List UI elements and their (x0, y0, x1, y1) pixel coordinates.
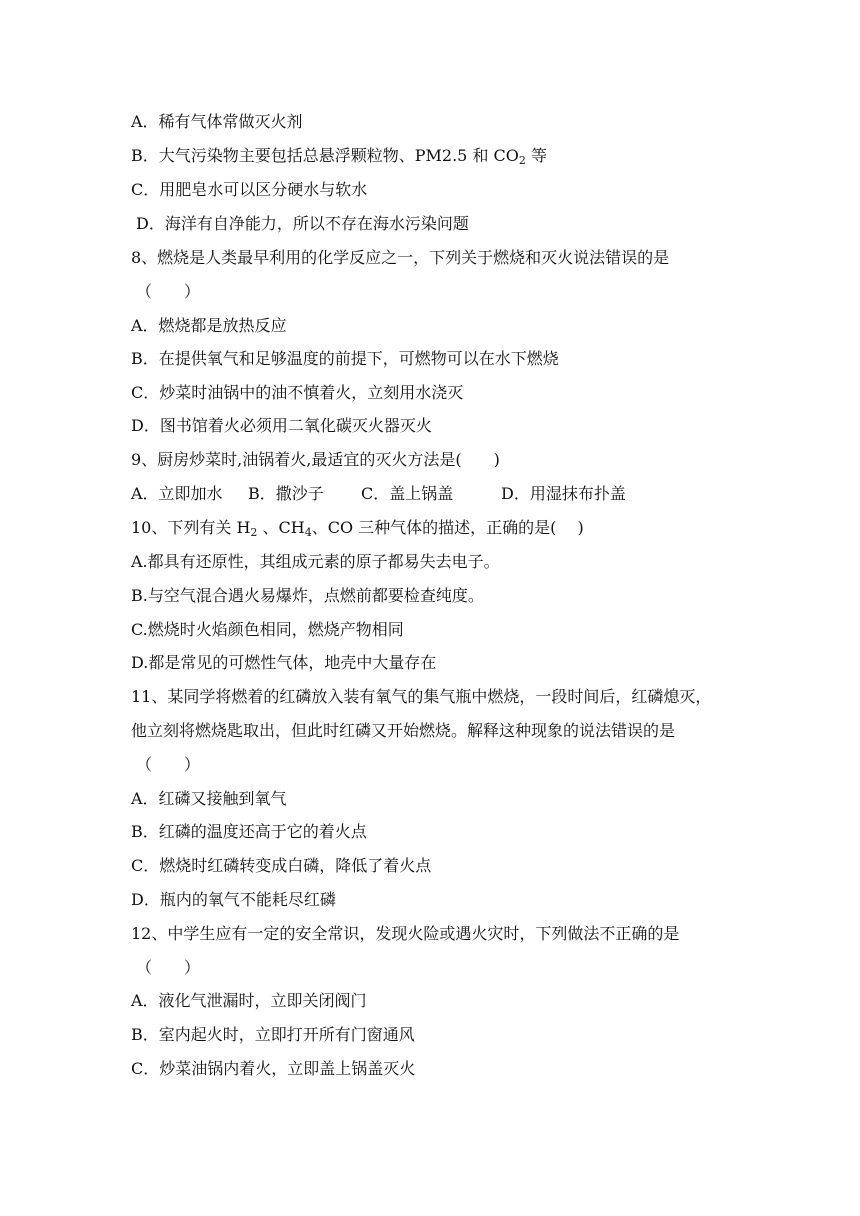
q8-option-b: B．在提供氧气和足够温度的前提下，可燃物可以在水下燃烧 (131, 349, 559, 368)
q7-option-c: C．用肥皂水可以区分硬水与软水 (131, 180, 368, 199)
q8-answer-blank: （ ） (136, 282, 201, 301)
q9-option-c: C．盖上锅盖 (361, 484, 454, 503)
q10-option-b: B.与空气混合遇火易爆炸，点燃前都要检查纯度。 (131, 586, 484, 605)
q9-option-b: B．撒沙子 (248, 484, 324, 503)
q11-option-d: D．瓶内的氧气不能耗尽红磷 (131, 890, 336, 909)
q8-option-d: D．图书馆着火必须用二氧化碳灭火器灭火 (131, 416, 432, 435)
q9-options (131, 484, 626, 504)
q10-stem-part2: 、CH (257, 518, 305, 537)
q10-stem (131, 518, 584, 538)
q11-stem-line2: 他立刻将燃烧匙取出，但此时红磷又开始燃烧。解释这种现象的说法错误的是 (131, 721, 676, 740)
q12-option-a: A．液化气泄漏时，立即关闭阀门 (131, 991, 367, 1010)
q12-stem: 12、中学生应有一定的安全常识，发现火险或遇火灾时，下列做法不正确的是 (131, 924, 680, 943)
q7-option-b-text: B．大气污染物主要包括总悬浮颗粒物、PM2.5 和 CO (131, 146, 519, 165)
q11-option-a: A．红磷又接触到氧气 (131, 789, 287, 808)
q7-option-b-tail: 等 (525, 146, 547, 165)
q12-answer-blank: （ ） (136, 958, 201, 977)
q7-option-d: D．海洋有自净能力，所以不存在海水污染问题 (136, 214, 469, 233)
q9-option-d: D．用湿抹布扑盖 (501, 484, 626, 503)
q10-subscript-ch4: 4 (304, 526, 312, 539)
q12-option-c: C．炒菜油锅内着火，立即盖上锅盖灭火 (131, 1059, 416, 1078)
q12-option-b: B．室内起火时，立即打开所有门窗通风 (131, 1025, 415, 1044)
q10-stem-part1: 10、下列有关 H (131, 518, 251, 537)
q9-option-a: A．立即加水 (131, 484, 223, 503)
q11-answer-blank: （ ） (136, 755, 201, 774)
q8-stem: 8、燃烧是人类最早利用的化学反应之一，下列关于燃烧和灭火说法错误的是 (131, 248, 670, 267)
q10-option-a: A.都具有还原性，其组成元素的原子都易失去电子。 (131, 552, 500, 571)
q8-option-c: C．炒菜时油锅中的油不慎着火，立刻用水浇灭 (131, 383, 464, 402)
q11-option-c: C．燃烧时红磷转变成白磷，降低了着火点 (131, 856, 432, 875)
q7-option-b-subscript: 2 (518, 154, 526, 167)
q10-subscript-h2: 2 (250, 526, 258, 539)
q10-stem-part3: 、CO 三种气体的描述，正确的是( ) (311, 518, 584, 537)
q11-stem-line1: 11、某同学将燃着的红磷放入装有氧气的集气瓶中燃烧，一段时间后，红磷熄灭， (131, 687, 712, 706)
q7-option-b (131, 146, 547, 166)
q9-stem: 9、厨房炒菜时,油锅着火,最适宜的灭火方法是( ) (131, 450, 500, 469)
q11-option-b: B．红磷的温度还高于它的着火点 (131, 822, 367, 841)
q10-option-d: D.都是常见的可燃性气体，地壳中大量存在 (131, 653, 437, 672)
q8-option-a: A．燃烧都是放热反应 (131, 316, 287, 335)
q10-option-c: C.燃烧时火焰颜色相同，燃烧产物相同 (131, 620, 404, 639)
q7-option-a: A．稀有气体常做灭火剂 (131, 112, 303, 131)
